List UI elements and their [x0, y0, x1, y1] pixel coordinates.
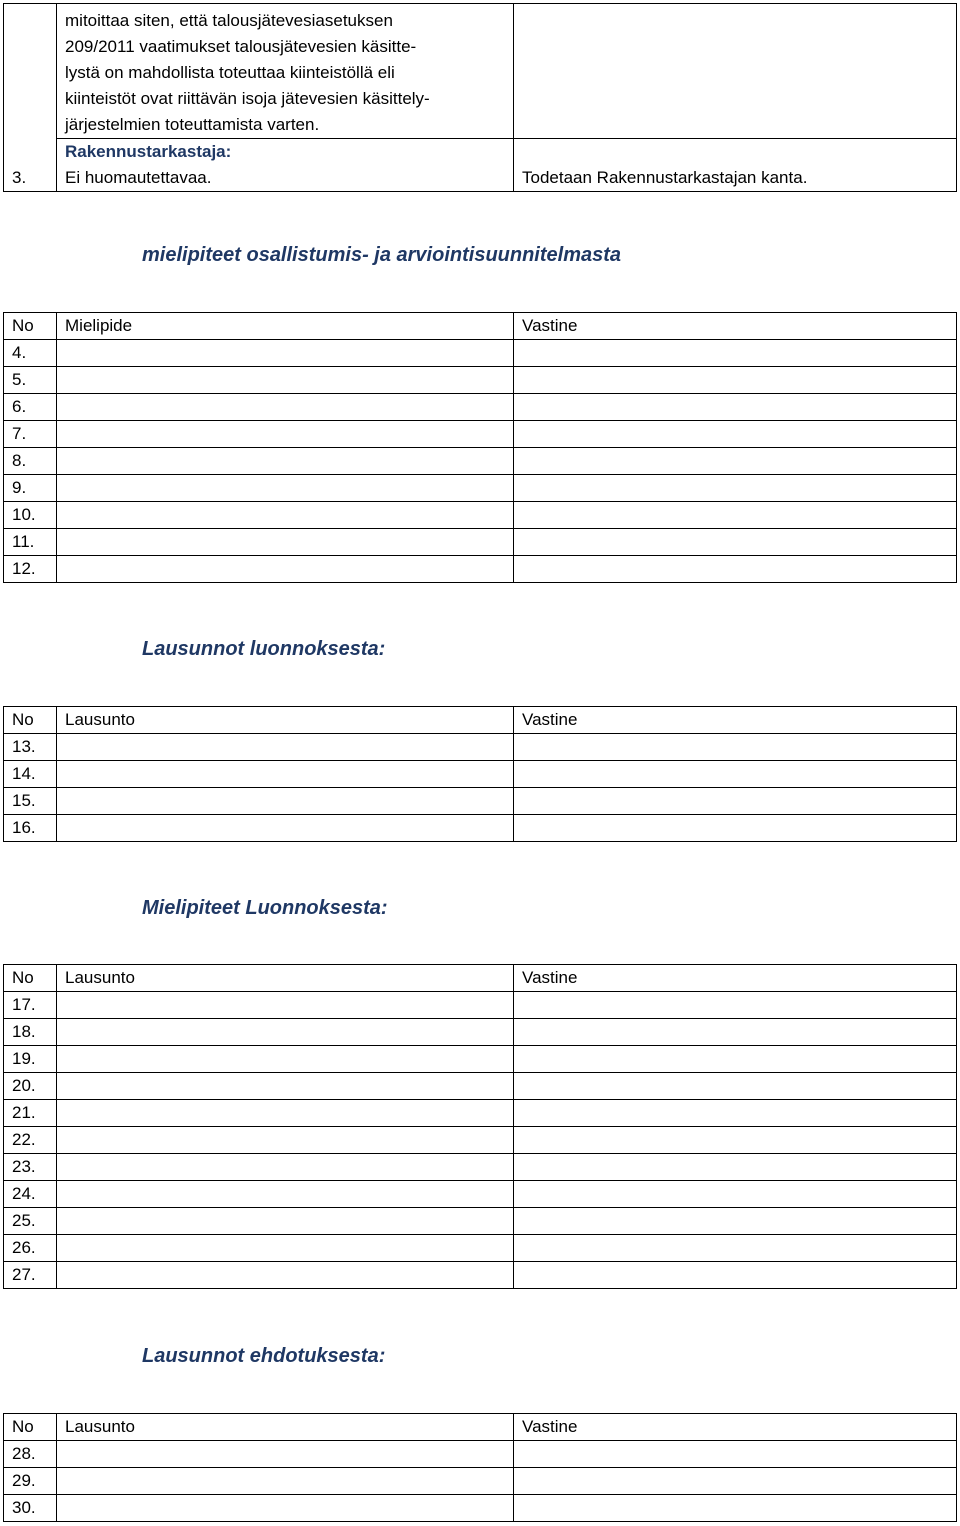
- row-number: 4.: [4, 340, 57, 367]
- opinions-draft-table: [3, 964, 957, 1289]
- section-title: Lausunnot luonnoksesta:: [142, 638, 386, 660]
- table-row: [4, 788, 957, 815]
- header-statement: Lausunto: [57, 707, 514, 734]
- table-row: [4, 761, 957, 788]
- row-number: 24.: [4, 1181, 57, 1208]
- table-row: [4, 1181, 957, 1208]
- row-number: 15.: [4, 788, 57, 815]
- table-row: [4, 1468, 957, 1495]
- response-cell: Todetaan Rakennustarkastajan kanta.: [514, 139, 957, 192]
- header-no: No: [4, 313, 57, 340]
- row-number: 17.: [4, 992, 57, 1019]
- row-number: 3.: [4, 139, 57, 192]
- table-row: [4, 1262, 957, 1289]
- row-number: 8.: [4, 448, 57, 475]
- row-number: 11.: [4, 529, 57, 556]
- table-header-row: [4, 965, 957, 992]
- previous-response-cell: [514, 4, 957, 139]
- header-no: No: [4, 1414, 57, 1441]
- row-number: 16.: [4, 815, 57, 842]
- table-row: [4, 1073, 957, 1100]
- table-row: [4, 1100, 957, 1127]
- row-number: 30.: [4, 1495, 57, 1522]
- row-number: 20.: [4, 1073, 57, 1100]
- table-row: [4, 448, 957, 475]
- table-row: [4, 502, 957, 529]
- header-no: No: [4, 965, 57, 992]
- header-opinion: Mielipide: [57, 313, 514, 340]
- table-row: [4, 421, 957, 448]
- table-row: [4, 394, 957, 421]
- table-row: [4, 367, 957, 394]
- table-row: [4, 1495, 957, 1522]
- comment-text: Ei huomautettavaa.: [65, 168, 212, 187]
- row-number: 6.: [4, 394, 57, 421]
- header-no: No: [4, 707, 57, 734]
- table-row: [4, 1235, 957, 1262]
- row-number: 18.: [4, 1019, 57, 1046]
- row-number: 27.: [4, 1262, 57, 1289]
- statements-proposal-table: [3, 1413, 957, 1522]
- header-response: Vastine: [514, 313, 957, 340]
- row-number: 5.: [4, 367, 57, 394]
- comment-author: Rakennustarkastaja:: [65, 142, 232, 161]
- header-statement: Lausunto: [57, 1414, 514, 1441]
- previous-comment-line: mitoittaa siten, että talousjätevesiasetuksen: [65, 11, 393, 30]
- table-row: [4, 340, 957, 367]
- table-header-row: [4, 707, 957, 734]
- row-number: 25.: [4, 1208, 57, 1235]
- row-number: 12.: [4, 556, 57, 583]
- table-row: [4, 4, 957, 139]
- table-row: [4, 734, 957, 761]
- table-row: [4, 556, 957, 583]
- top-comments-table: [3, 3, 957, 192]
- table-row: [4, 139, 957, 192]
- table-header-row: [4, 1414, 957, 1441]
- table-row: [4, 1208, 957, 1235]
- number-cell: [4, 4, 57, 139]
- header-response: Vastine: [514, 1414, 957, 1441]
- section-title: Mielipiteet Luonnoksesta:: [142, 897, 388, 919]
- row-number: 28.: [4, 1441, 57, 1468]
- row-number: 9.: [4, 475, 57, 502]
- table-row: [4, 1019, 957, 1046]
- table-row: [4, 1154, 957, 1181]
- header-response: Vastine: [514, 707, 957, 734]
- header-response: Vastine: [514, 965, 957, 992]
- opinions-plan-table: [3, 312, 957, 583]
- row-number: 26.: [4, 1235, 57, 1262]
- comment-cell: [57, 139, 514, 192]
- row-number: 21.: [4, 1100, 57, 1127]
- table-row: [4, 529, 957, 556]
- previous-comment-line: lystä on mahdollista toteuttaa kiinteistöllä eli: [65, 63, 395, 82]
- row-number: 19.: [4, 1046, 57, 1073]
- previous-comment-line: 209/2011 vaatimukset talousjätevesien käsitte-: [65, 37, 417, 56]
- statements-draft-table: [3, 706, 957, 842]
- row-number: 7.: [4, 421, 57, 448]
- row-number: 23.: [4, 1154, 57, 1181]
- previous-comment-line: kiinteistöt ovat riittävän isoja jätevesien käsittely-: [65, 89, 430, 108]
- table-row: [4, 1046, 957, 1073]
- table-row: [4, 475, 957, 502]
- row-number: 13.: [4, 734, 57, 761]
- header-statement: Lausunto: [57, 965, 514, 992]
- previous-comment-line: järjestelmien toteuttamista varten.: [65, 115, 320, 134]
- table-row: [4, 1441, 957, 1468]
- table-row: [4, 992, 957, 1019]
- row-number: 14.: [4, 761, 57, 788]
- section-title: mielipiteet osallistumis- ja arviointisuunnitelmasta: [142, 244, 622, 266]
- table-row: [4, 815, 957, 842]
- table-header-row: [4, 313, 957, 340]
- section-title: Lausunnot ehdotuksesta:: [142, 1345, 386, 1367]
- table-row: [4, 1127, 957, 1154]
- row-number: 29.: [4, 1468, 57, 1495]
- previous-comment-cell: [57, 4, 514, 139]
- row-number: 10.: [4, 502, 57, 529]
- row-number: 22.: [4, 1127, 57, 1154]
